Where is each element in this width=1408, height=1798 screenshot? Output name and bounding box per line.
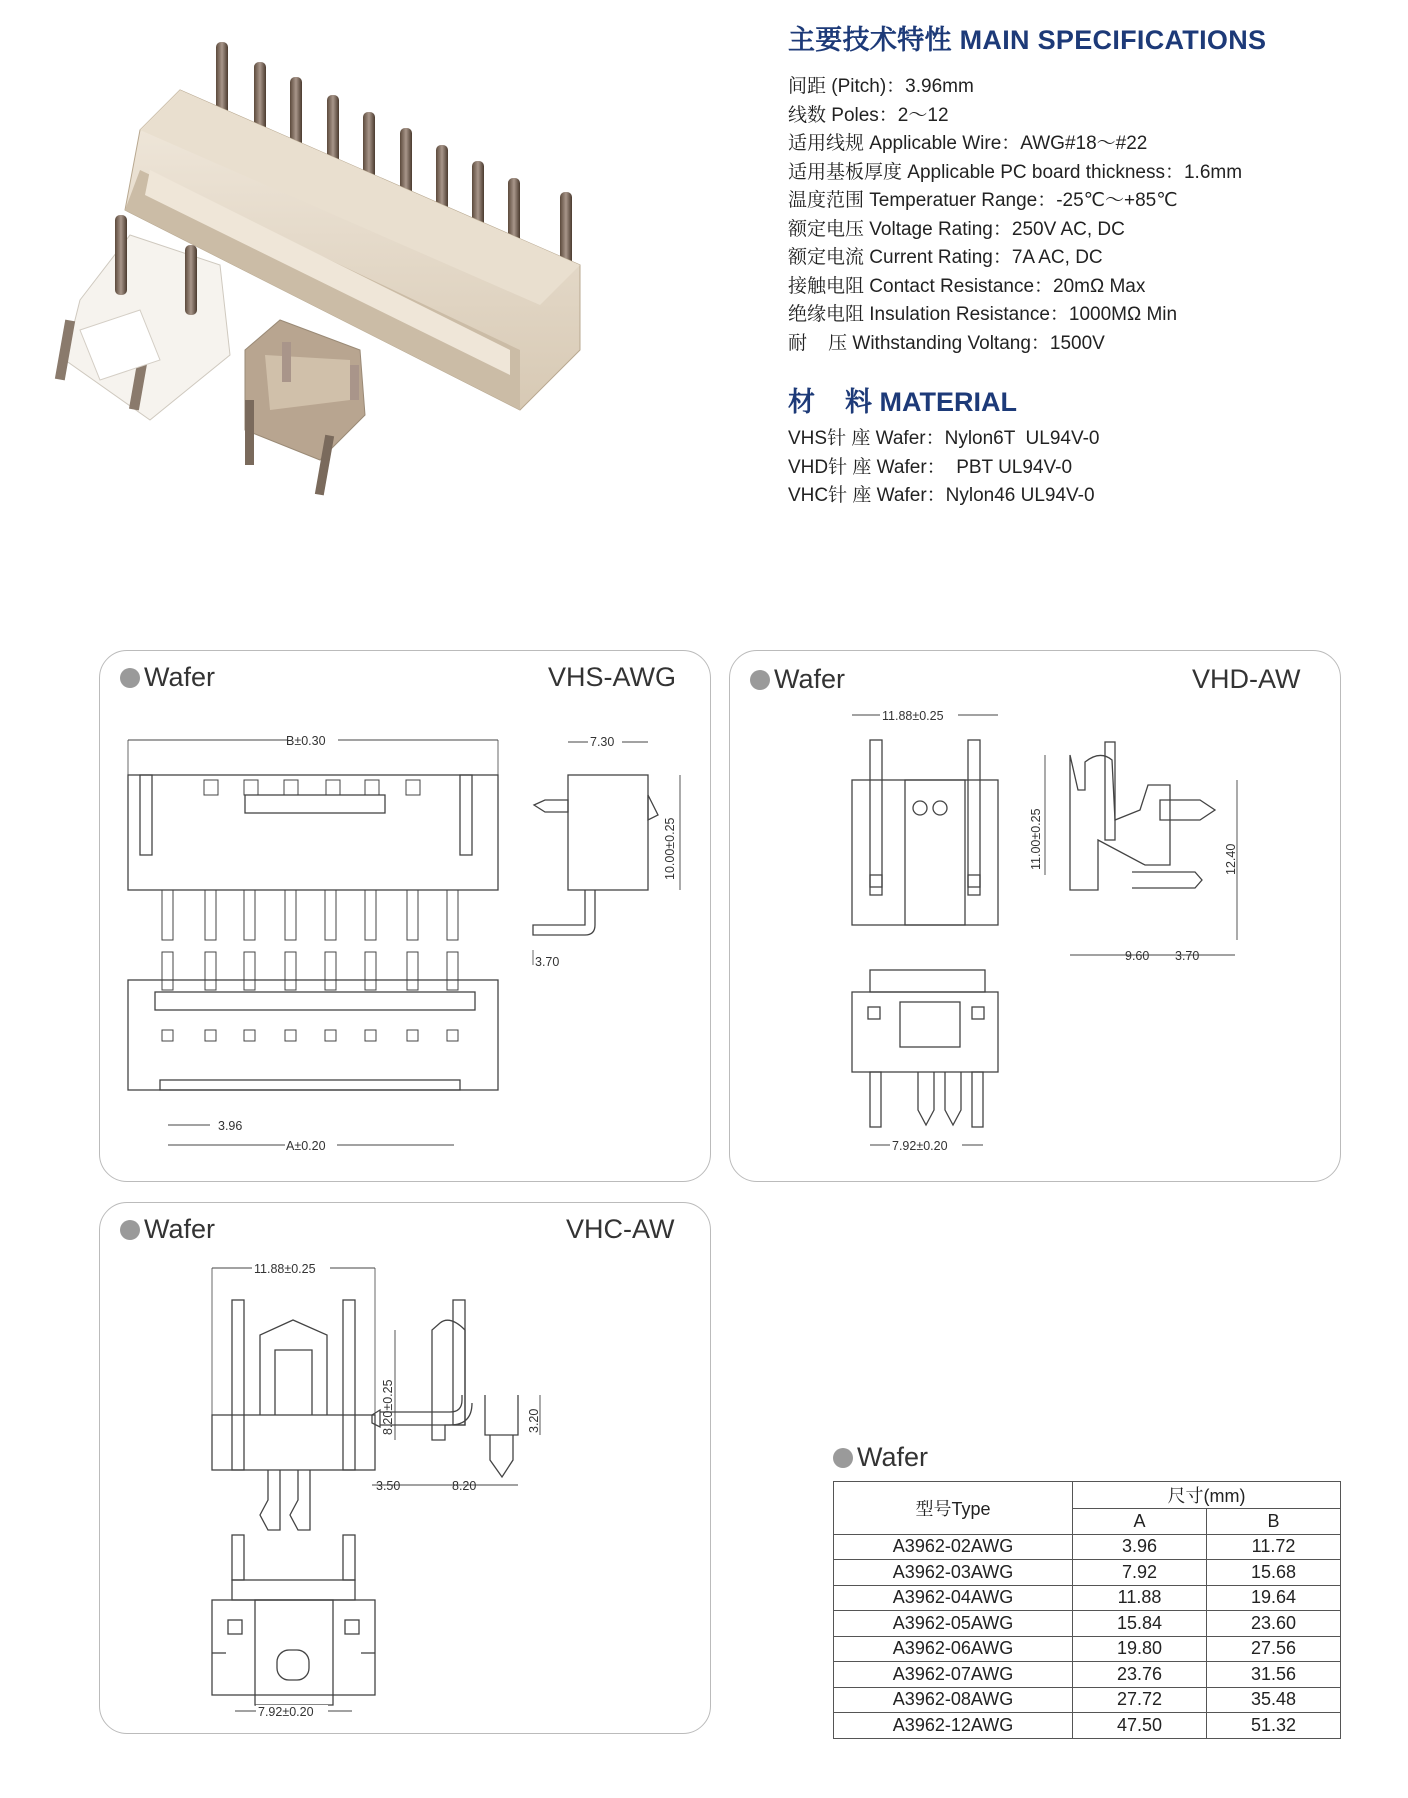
col-a-header: A [1073,1509,1207,1535]
cell-a: 7.92 [1073,1560,1207,1586]
vhs-dim-a: A±0.20 [286,1139,326,1153]
vhs-dim-h: 10.00±0.25 [663,817,677,880]
cell-b: 51.32 [1207,1713,1341,1739]
vhd-panel-title: Wafer [774,664,846,694]
cell-a: 3.96 [1073,1534,1207,1560]
vhs-awg-drawing [120,730,700,1160]
vhd-aw-drawing [740,700,1320,1170]
table-row [834,1636,1341,1662]
vhc-dim-pitch: 7.92±0.20 [258,1705,314,1719]
cell-type: A3962-05AWG [834,1611,1073,1637]
vhd-dim-w: 11.88±0.25 [882,709,944,723]
cell-a: 11.88 [1073,1585,1207,1611]
spec-item: 接触电阻 Contact Resistance：20mΩ Max [788,275,1146,297]
cell-b: 35.48 [1207,1687,1341,1713]
cell-a: 27.72 [1073,1687,1207,1713]
table-row [834,1560,1341,1586]
vhc-panel-label [120,1214,215,1245]
col-type-header: 型号Type [834,1482,1073,1535]
vhc-dim-h: 8.20±0.25 [381,1379,395,1435]
cell-type: A3962-07AWG [834,1662,1073,1688]
cell-type: A3962-03AWG [834,1560,1073,1586]
cell-type: A3962-12AWG [834,1713,1073,1739]
table-row [834,1687,1341,1713]
vhs-panel-title: Wafer [144,662,216,692]
cell-b: 11.72 [1207,1534,1341,1560]
table-row [834,1534,1341,1560]
cell-b: 23.60 [1207,1611,1341,1637]
spec-item: 温度范围 Temperatuer Range：-25℃～+85℃ [788,190,1178,211]
vhs-dim-w: 7.30 [590,735,615,749]
vhs-dim-pitch: 3.96 [218,1119,243,1133]
specs-heading: 主要技术特性 MAIN SPECIFICATIONS [788,25,1267,55]
table-row [834,1611,1341,1637]
vhd-dim-h: 11.00±0.25 [1029,808,1043,870]
product-photo [20,20,620,560]
cell-type: A3962-04AWG [834,1585,1073,1611]
bullet-icon [750,670,770,690]
cell-a: 15.84 [1073,1611,1207,1637]
cell-type: A3962-08AWG [834,1687,1073,1713]
table-row [834,1713,1341,1739]
material-list [788,425,1100,511]
cell-b: 15.68 [1207,1560,1341,1586]
vhc-dim-h2: 3.20 [527,1408,541,1433]
specs-list [788,73,1242,358]
bullet-icon [120,1220,140,1240]
spec-item: 线数 Poles：2～12 [788,104,949,126]
vhc-aw-drawing [200,1255,620,1725]
spec-item: 额定电流 Current Rating：7A AC, DC [788,247,1103,268]
vhd-wafer-image [245,320,365,495]
cell-a: 47.50 [1073,1713,1207,1739]
vhd-dim-h2: 12.40 [1224,843,1238,875]
vhc-panel-title: Wafer [144,1214,216,1244]
material-item: VHD针 座 Wafer： PBT UL94V-0 [788,456,1073,478]
vhd-panel-label [750,664,845,695]
bullet-icon [120,668,140,688]
vhc-panel-code: VHC-AW [566,1214,675,1244]
vhc-dim-l: 8.20 [452,1479,477,1493]
vhd-dim-pitch: 7.92±0.20 [892,1139,948,1153]
vhd-dim-l: 9.60 [1125,949,1150,963]
table-title-text: Wafer [857,1442,929,1472]
spec-item: 额定电压 Voltage Rating：250V AC, DC [788,218,1125,240]
table-row [834,1662,1341,1688]
spec-item: 间距 (Pitch)：3.96mm [788,76,974,97]
vhs-panel-code: VHS-AWG [548,662,676,692]
cell-b: 27.56 [1207,1636,1341,1662]
spec-item: 绝缘电阻 Insulation Resistance：1000MΩ Min [788,304,1178,325]
cell-a: 23.76 [1073,1662,1207,1688]
vhc-dim-w: 11.88±0.25 [254,1262,316,1276]
table-row [834,1585,1341,1611]
cell-a: 19.80 [1073,1636,1207,1662]
cell-b: 31.56 [1207,1662,1341,1688]
vhs-panel-label [120,662,215,693]
material-item: VHS针 座 Wafer：Nylon6T UL94V-0 [788,428,1100,449]
material-item: VHC针 座 Wafer：Nylon46 UL94V-0 [788,485,1095,506]
table-title [833,1442,928,1473]
cell-type: A3962-06AWG [834,1636,1073,1662]
spec-item: 适用线规 Applicable Wire：AWG#18～#22 [788,133,1148,154]
col-b-header: B [1207,1509,1341,1535]
cell-type: A3962-02AWG [834,1534,1073,1560]
vhd-dim-t: 3.70 [1175,949,1200,963]
bullet-icon [833,1448,853,1468]
vhs-dim-t: 3.70 [535,955,560,969]
spec-item: 适用基板厚度 Applicable PC board thickness：1.6mm [788,161,1243,183]
vhd-panel-code: VHD-AW [1192,664,1301,694]
col-size-header: 尺寸(mm) [1073,1482,1341,1509]
cell-b: 19.64 [1207,1585,1341,1611]
spec-item: 耐 压 Withstanding Voltang：1500V [788,332,1105,354]
material-heading: 材 料 MATERIAL [788,387,1017,417]
vhs-dim-b: B±0.30 [286,734,326,748]
dimension-table [833,1481,1341,1739]
vhc-dim-t: 3.50 [376,1479,401,1493]
